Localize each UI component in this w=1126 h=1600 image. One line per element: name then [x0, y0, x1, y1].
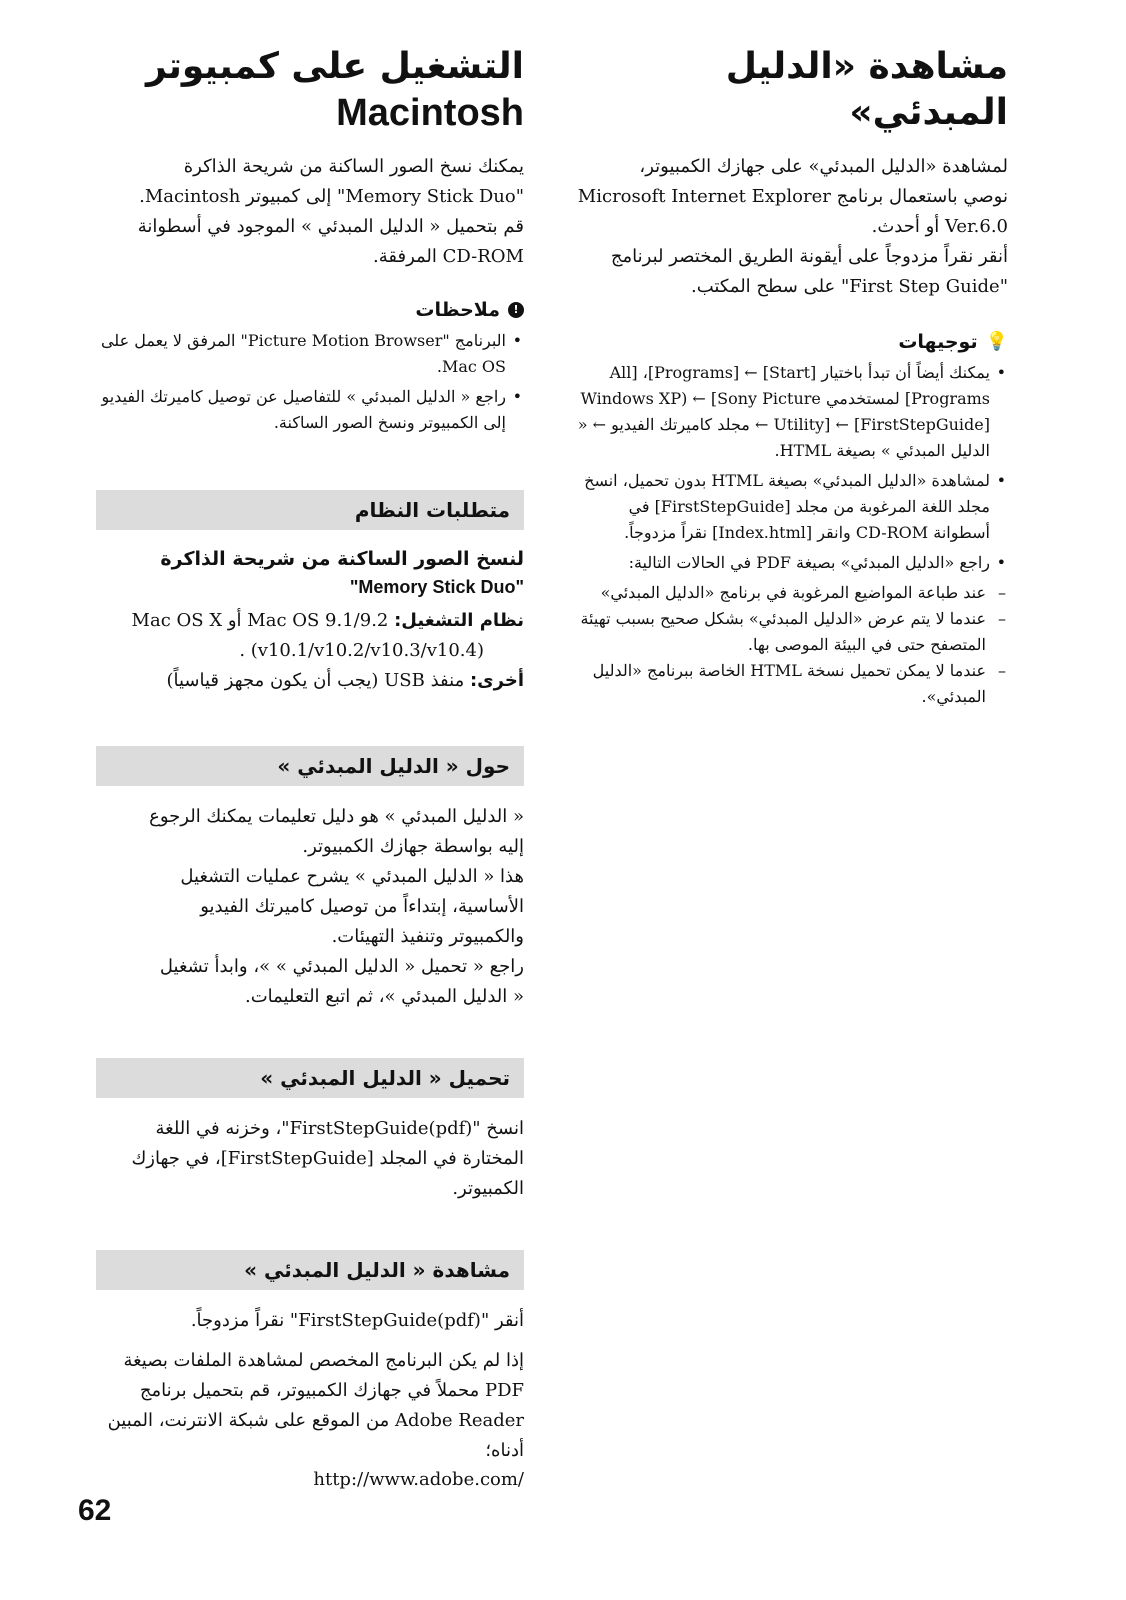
view-line: أنقر "FirstStepGuide(pdf)" نقراً مزدوجاً.	[190, 1310, 524, 1331]
about-line: « الدليل المبدئي »، ثم اتبع التعليمات.	[245, 986, 524, 1007]
intro-line: قم بتحميل « الدليل المبدئي » الموجود في أسطوانة	[137, 216, 524, 237]
view-line: أدناه؛	[485, 1440, 524, 1461]
notes-list	[96, 328, 524, 436]
view-line: PDF محملاً في جهازك الكمبيوتر، قم بتحميل برنامج	[139, 1380, 524, 1401]
adobe-url-link[interactable]: http://www.adobe.com/	[313, 1469, 524, 1490]
install-line: المختارة في المجلد [FirstStepGuide]، في جهازك	[131, 1148, 524, 1169]
intro-line: CD-ROM المرفقة.	[372, 246, 524, 267]
macintosh-intro	[96, 152, 524, 272]
requirements-section	[96, 490, 524, 696]
requirements-sub-heading: لنسخ الصور الساكنة من شريحة الذاكرة	[160, 548, 524, 570]
tips-heading	[568, 328, 1008, 356]
other-value: منفذ USB (يجب أن يكون مجهز قياسياً)	[166, 670, 465, 691]
about-line: إليه بواسطة جهازك الكمبيوتر.	[302, 836, 524, 857]
macintosh-title-latin: Macintosh	[336, 92, 524, 134]
intro-line: لمشاهدة «الدليل المبدئي» على جهازك الكمبيوتر،	[639, 156, 1008, 177]
tip-item: • يمكنك أيضاً أن تبدأ باختيار [Start] ← [Programs]، [All Programs] لمستخدمي Windows XP) ← [Sony Picture Utility] ← [FirstStepGuide] ← مجلد كاميرتك الفيديو ← « الدليل المبدئي » بصيغة HTML.	[568, 360, 1008, 464]
viewing-guide-title: مشاهدة «الدليل المبدئي»	[725, 46, 1008, 133]
tips-heading-label: توجيهات	[898, 331, 978, 353]
intro-line: "First Step Guide" على سطح المكتب.	[691, 276, 1008, 297]
about-section	[96, 746, 524, 1012]
intro-line: أنقر نقراً مزدوجاً على أيقونة الطريق المختصر لبرنامج	[610, 246, 1008, 267]
install-line: الكمبيوتر.	[452, 1178, 524, 1199]
viewing-guide-intro	[568, 152, 1008, 302]
case-item: – عندما لا يمكن تحميل نسخة HTML الخاصة ببرنامج «الدليل المبدئي».	[568, 658, 1008, 710]
intro-line: يمكنك نسخ الصور الساكنة من شريحة الذاكرة	[183, 156, 524, 177]
notes-heading-label: ملاحظات	[415, 299, 500, 321]
view-heading: مشاهدة « الدليل المبدئي »	[96, 1250, 524, 1290]
view-line: Adobe Reader من الموقع على شبكة الانترنت، المبين	[107, 1410, 524, 1431]
pdf-cases-list	[568, 580, 1008, 710]
macintosh-title	[96, 44, 524, 136]
other-line	[96, 666, 524, 696]
intro-line: Ver.6.0 أو أحدث.	[871, 216, 1008, 237]
tips-section	[568, 328, 1008, 710]
note-item: • راجع « الدليل المبدئي » للتفاصيل عن توصيل كاميرتك الفيديو إلى الكمبيوتر ونسخ الصور الساكنة.	[96, 384, 524, 436]
os-versions: (v10.1/v10.2/v10.3/v10.4) .	[239, 640, 484, 661]
about-line: « الدليل المبدئي » هو دليل تعليمات يمكنك الرجوع	[149, 806, 524, 827]
about-line: الأساسية، إبتداءاً من توصيل كاميرتك الفيديو	[200, 896, 524, 917]
about-line: هذا « الدليل المبدئي » يشرح عمليات التشغيل	[180, 866, 524, 887]
requirements-heading: متطلبات النظام	[96, 490, 524, 530]
about-line: راجع « تحميل « الدليل المبدئي » »، وابدأ تشغيل	[159, 956, 524, 977]
intro-line: "Memory Stick Duo" إلى كمبيوتر Macintosh.	[139, 186, 524, 207]
about-body	[96, 802, 524, 1012]
install-body	[96, 1114, 524, 1204]
case-item: – عند طباعة المواضيع المرغوبة في برنامج «الدليل المبدئي»	[568, 580, 1008, 606]
note-item: • البرنامج "Picture Motion Browser" المرفق لا يعمل على Mac OS.	[96, 328, 524, 380]
case-item: – عندما لا يتم عرض «الدليل المبدئي» بشكل صحيح بسبب تهيئة المتصفح حتى في البيئة الموصى بها.	[568, 606, 1008, 658]
requirements-body	[96, 544, 524, 696]
about-heading: حول « الدليل المبدئي »	[96, 746, 524, 786]
os-line	[96, 606, 524, 636]
os-label: نظام التشغيل:	[394, 610, 524, 631]
page-number: 62	[78, 1494, 112, 1527]
notes-heading	[96, 296, 524, 324]
note-icon: !	[508, 302, 524, 318]
tips-list	[568, 360, 1008, 576]
install-heading: تحميل « الدليل المبدئي »	[96, 1058, 524, 1098]
install-line: انسخ "FirstStepGuide(pdf)"، وخزنه في اللغة	[155, 1118, 524, 1139]
view-section	[96, 1250, 524, 1494]
tip-item: • لمشاهدة «الدليل المبدئي» بصيغة HTML بدون تحميل، انسخ مجلد اللغة المرغوبة من مجلد [FirstStepGuide] في أسطوانة CD-ROM وانقر [Index.html] نقراً مزدوجاً.	[568, 468, 1008, 546]
notes-section	[96, 296, 524, 436]
other-label: أخرى:	[469, 670, 524, 691]
intro-line: نوصي باستعمال برنامج Microsoft Internet Explorer	[577, 186, 1008, 207]
about-line: والكمبيوتر وتنفيذ التهيئات.	[331, 926, 524, 947]
memory-stick-label: "Memory Stick Duo"	[349, 577, 524, 597]
macintosh-title-ar: التشغيل على كمبيوتر	[145, 46, 524, 87]
lightbulb-icon: 💡	[985, 331, 1008, 352]
install-section	[96, 1058, 524, 1204]
os-value: Mac OS 9.1/9.2 أو Mac OS X	[131, 610, 389, 631]
tip-item: • راجع «الدليل المبدئي» بصيغة PDF في الحالات التالية:	[568, 550, 1008, 576]
view-line: إذا لم يكن البرنامج المخصص لمشاهدة الملفات بصيغة	[123, 1350, 524, 1371]
view-body	[96, 1306, 524, 1494]
